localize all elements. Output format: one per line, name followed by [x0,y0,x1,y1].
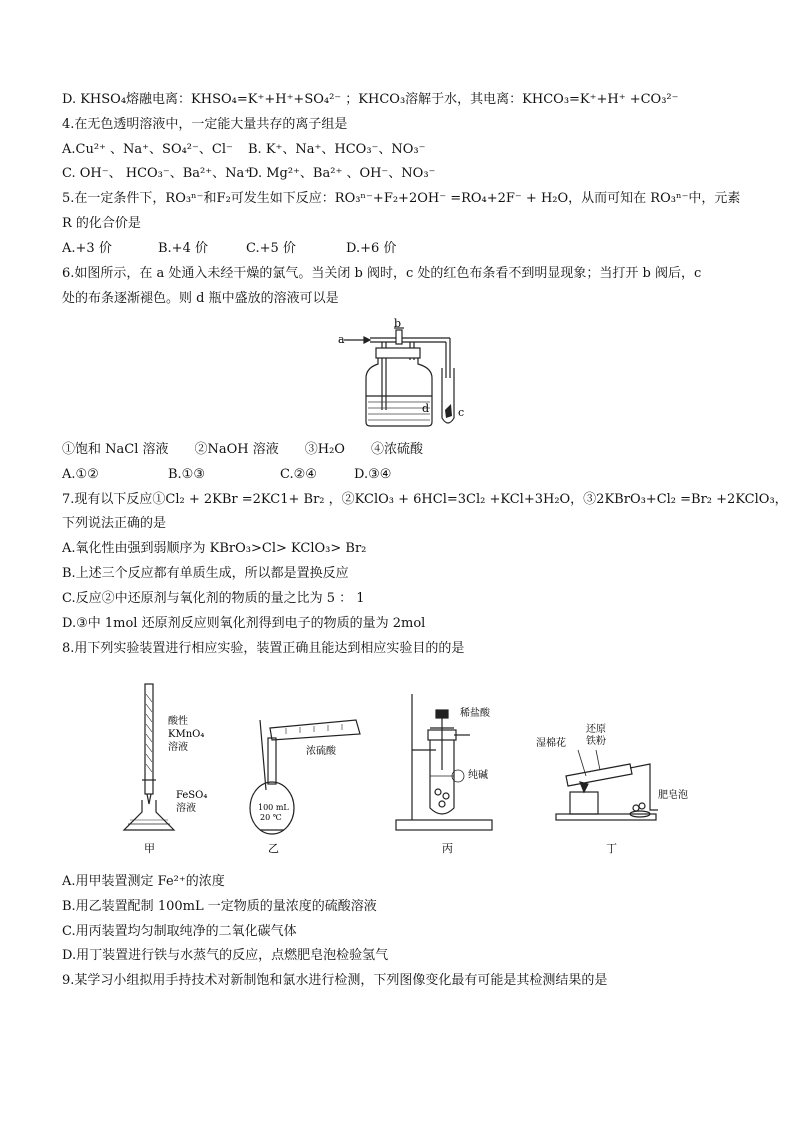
label-b: b [394,318,402,330]
q5-option-a: A.+3 价 [62,241,112,256]
feso4-label-1: FeSO₄ [176,790,208,801]
q7-stem-2: 下列说法正确的是 [62,516,167,531]
iron-label-2: 铁粉 [586,736,606,747]
alcohol-lamp [570,792,598,814]
q7-stem-1: 7.现有以下反应①Cl₂ + 2KBr =2KC1+ Br₂ ，②KClO₃ + 6HCl=3Cl₂ +KCl+3H₂O，③2KBrO₃+Cl₂ =Br₂ +2KClO₃， [62,492,788,507]
inlet-arrow-head [364,337,370,343]
hard-glass-tube [566,764,632,786]
graduated-cylinder [270,720,360,740]
label-d: d [422,402,430,415]
valve-b [396,330,402,344]
apparatus-jia [124,684,174,830]
funnel-stopcock [436,710,448,718]
wash-bottle-d [366,358,432,426]
q7-option-c: C.反应②中还原剂与氧化剂的物质的量之比为 5 ： 1 [62,591,365,606]
q5-option-d: D.+6 价 [346,241,397,256]
q6-apparatus-figure [330,318,480,430]
q5-stem-2: R 的化合价是 [62,216,141,231]
cotton-label: 湿棉花 [536,738,566,749]
q7-option-a: A.氧化性由强到弱顺序为 KBrO₃>Cl> KClO₃> Br₂ [62,541,367,556]
iron-label-1: 还原 [586,724,606,735]
hcl-label: 稀盐酸 [460,708,490,719]
q4-option-c: C. OH⁻、 HCO₃⁻、Ba²⁺、Na⁺ [62,166,252,181]
q8-apparatus-figure [110,680,690,856]
q7-option-d: D.③中 1mol 还原剂反应则氧化剂得到电子的物质的量为 2mol [62,616,426,631]
soda-label: 纯碱 [468,770,488,781]
q5-stem-1: 5.在一定条件下，RO₃ⁿ⁻和F₂可发生如下反应：RO₃ⁿ⁻+F₂+2OH⁻ =RO₄+2F⁻ + H₂O，从而可知在 RO₃ⁿ⁻中，元素 [62,191,741,206]
feso4-label-2: 溶液 [176,803,196,814]
q6-option-d: D.③④ [354,467,392,482]
q9-stem: 9.某学习小组拟用手持技术对新制饱和氯水进行检测，下列图像变化最有可能是其检测结果的是 [62,973,608,988]
q6-items: ①饱和 NaCl 溶液 ②NaOH 溶液 ③H₂O ④浓硫酸 [62,442,423,457]
flask-volume-label: 100 mL [258,803,289,812]
caption-ding: 丁 [606,842,617,855]
kmno4-label-1: 酸性 [168,716,188,727]
caption-yi: 乙 [268,842,279,855]
q7-option-b: B.上述三个反应都有单质生成，所以都是置换反应 [62,566,349,581]
q6-stem-2: 处的布条逐渐褪色。则 d 瓶中盛放的溶液可以是 [62,291,339,306]
label-a: a [338,333,345,346]
kmno4-label-3: 溶液 [168,742,188,753]
q4-option-d: D. Mg²⁺、Ba²⁺ 、OH⁻、NO₃⁻ [248,166,436,181]
q6-option-c: C.②④ [280,467,317,482]
q8-option-b: B.用乙装置配制 100mL 一定物质的量浓度的硫酸溶液 [62,899,377,914]
q5-option-b: B.+4 价 [158,241,208,256]
caption-jia: 甲 [144,842,155,855]
q8-option-d: D.用丁装置进行铁与水蒸气的反应，点燃肥皂泡检验氢气 [62,948,389,963]
caption-bing: 丙 [442,842,453,855]
soap-label: 肥皂泡 [658,790,688,801]
apparatus-ding [556,750,658,820]
q4-option-b: B. K⁺、Na⁺、HCO₃⁻、NO₃⁻ [248,142,426,157]
flask-neck [268,738,276,784]
q6-stem-1: 6.如图所示，在 a 处通入未经干燥的氯气。当关闭 b 阀时，c 处的红色布条看不到明显现象；当打开 b 阀后，c [62,266,702,281]
burette [145,684,153,794]
q6-option-b: B.①③ [168,467,205,482]
iron-stand-base [396,820,492,830]
red-cloth-strip [445,404,452,418]
q8-option-a: A.用甲装置测定 Fe²⁺的浓度 [62,874,225,889]
bottle-stopper [376,348,420,358]
q8-stem: 8.用下列实验装置进行相应实验，装置正确且能达到相应实验目的的是 [62,641,465,656]
q3-option-d: D. KHSO₄熔融电离：KHSO₄=K⁺+H⁺+SO₄²⁻ ；KHCO₃溶解于水，其电离：KHCO₃=K⁺+H⁺ +CO₃²⁻ [62,92,679,107]
conical-flask [124,800,174,830]
q6-option-a: A.①② [62,467,99,482]
q4-stem: 4.在无色透明溶液中，一定能大量共存的离子组是 [62,117,348,132]
flask-temp-label: 20 ℃ [260,813,282,822]
q4-option-a: A.Cu²⁺ 、Na⁺、SO₄²⁻、Cl⁻ [62,142,233,157]
kmno4-label-2: KMnO₄ [168,729,205,740]
q8-option-c: C.用丙装置均匀制取纯净的二氧化碳气体 [62,924,297,939]
q5-option-c: C.+5 价 [246,241,296,256]
label-c: c [458,406,465,419]
acid-label: 浓硫酸 [306,746,336,757]
